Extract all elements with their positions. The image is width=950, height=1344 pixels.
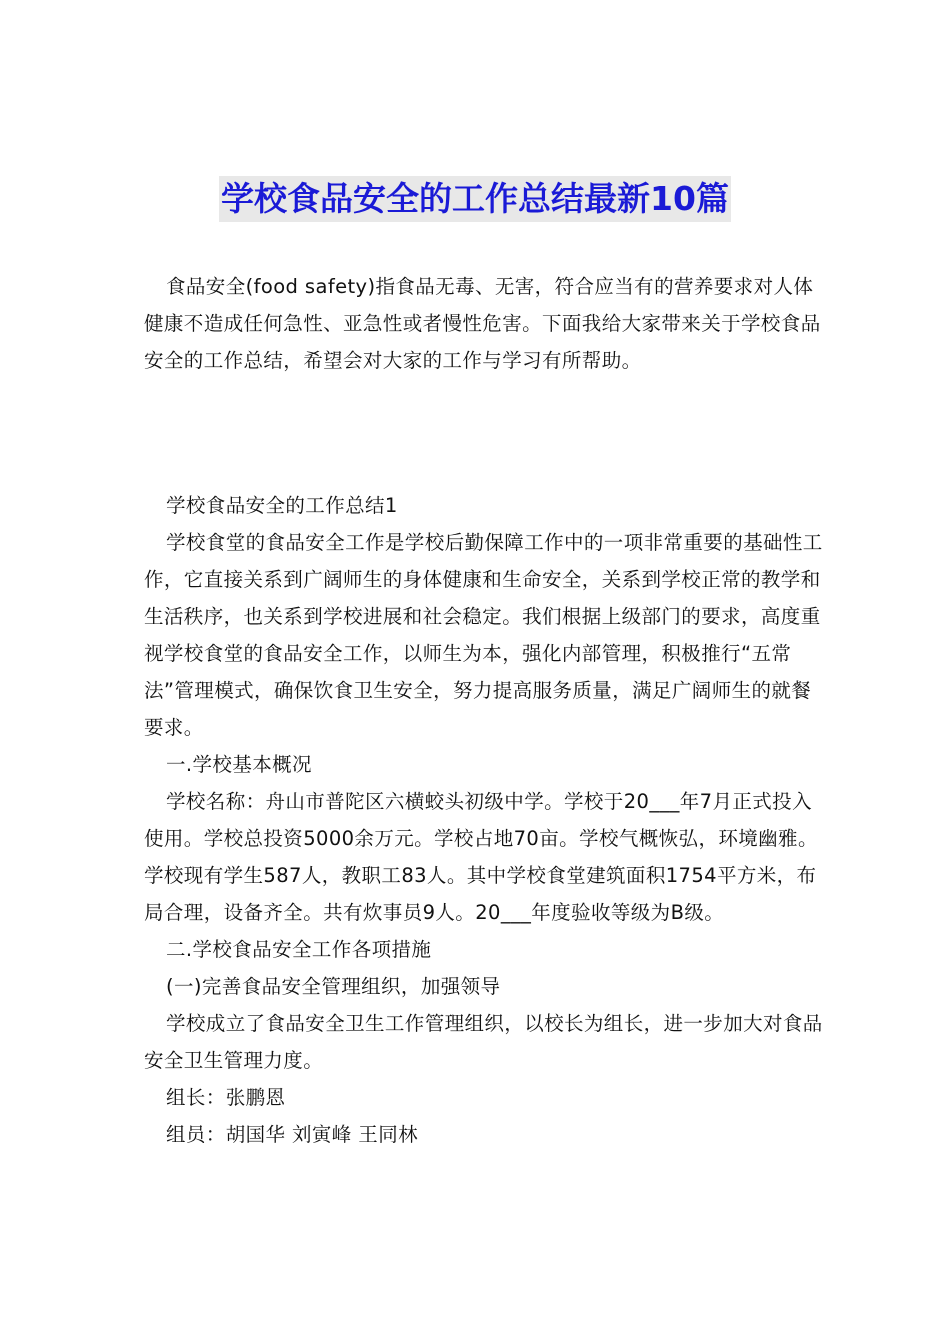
document-title-text: 学校食品安全的工作总结最新10篇 [219, 176, 731, 222]
paragraph: 学校名称：舟山市普陀区六横蛟头初级中学。学校于20___年7月正式投入使用。学校总投资5000余万元。学校占地70亩。学校气概恢弘，环境幽雅。学校现有学生587人，教职工83人。其中学校食堂建筑面积1754平方米，布局合理，设备齐全。共有炊事员9人。20___年度验收等级为B级。 [144, 790, 818, 924]
paragraph: 学校食堂的食品安全工作是学校后勤保障工作中的一项非常重要的基础性工作，它直接关系到广阔师生的身体健康和生命安全，关系到学校正常的教学和生活秩序，也关系到学校进展和社会稳定。我们根据上级部门的要求，高度重视学校食堂的食品安全工作，以师生为本，强化内部管理，积极推行“五常法”管理模式，确保饮食卫生安全，努力提高服务质量，满足广阔师生的就餐要求。 [144, 531, 823, 739]
paragraph: 组长：张鹏恩 [166, 1086, 286, 1109]
subsection-heading: (一)完善食品安全管理组织，加强领导 [166, 975, 501, 998]
intro-paragraph: 食品安全(food safety)指食品无毒、无害，符合应当有的营养要求对人体健康不造成任何急性、亚急性或者慢性危害。下面我给大家带来关于学校食品安全的工作总结，希望会对大家的工作与学习有所帮助。 [144, 275, 821, 372]
intro-section [144, 268, 824, 379]
paragraph: 组员：胡国华 刘寅峰 王同林 [166, 1123, 418, 1146]
document-title [0, 176, 950, 222]
section-heading: 学校食品安全的工作总结1 [166, 494, 398, 517]
section-heading: 一.学校基本概况 [166, 753, 312, 776]
paragraph: 学校成立了食品安全卫生工作管理组织，以校长为组长，进一步加大对食品安全卫生管理力度。 [144, 1012, 823, 1072]
content-section [144, 487, 824, 1153]
section-heading: 二.学校食品安全工作各项措施 [166, 938, 432, 961]
